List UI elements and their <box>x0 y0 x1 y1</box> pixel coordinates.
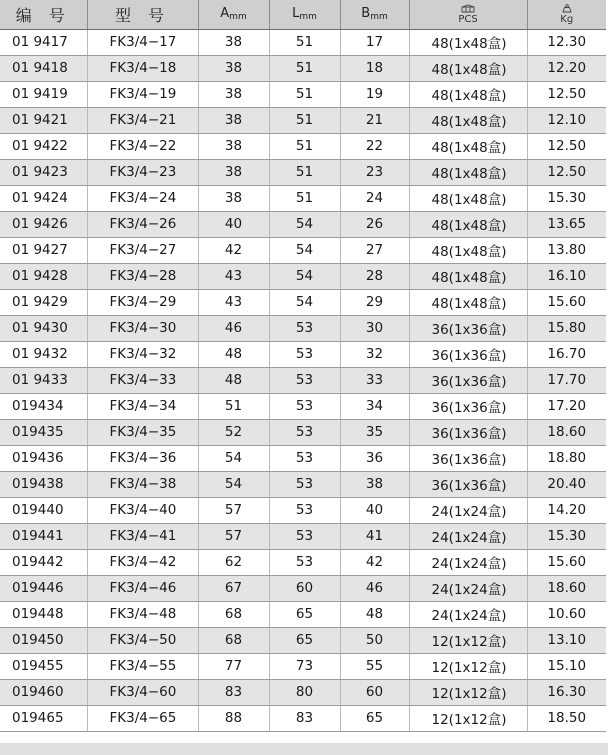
cell-code: 019438 <box>0 471 87 497</box>
cell-kg: 16.10 <box>527 263 606 289</box>
cell-l: 53 <box>269 393 340 419</box>
cell-pcs: 12(1x12盒) <box>409 679 527 705</box>
cell-model: FK3/4−60 <box>87 679 198 705</box>
cell-kg: 12.50 <box>527 133 606 159</box>
cell-code: 019436 <box>0 445 87 471</box>
cell-a: 62 <box>198 549 269 575</box>
footer-band <box>0 743 608 755</box>
cell-a: 83 <box>198 679 269 705</box>
cell-l: 51 <box>269 81 340 107</box>
cell-kg: 17.70 <box>527 367 606 393</box>
table-row <box>0 523 606 549</box>
cell-a: 38 <box>198 159 269 185</box>
cell-pcs: 24(1x24盒) <box>409 601 527 627</box>
cell-pcs: 48(1x48盒) <box>409 237 527 263</box>
cell-pcs: 36(1x36盒) <box>409 419 527 445</box>
cell-code: 01 9419 <box>0 81 87 107</box>
cell-l: 83 <box>269 705 340 731</box>
cell-l: 53 <box>269 523 340 549</box>
cell-l: 53 <box>269 315 340 341</box>
cell-pcs: 24(1x24盒) <box>409 549 527 575</box>
cell-code: 01 9429 <box>0 289 87 315</box>
cell-code: 019455 <box>0 653 87 679</box>
cell-a: 68 <box>198 601 269 627</box>
cell-b: 36 <box>340 445 409 471</box>
table-row <box>0 367 606 393</box>
cell-l: 54 <box>269 237 340 263</box>
cell-l: 53 <box>269 419 340 445</box>
cell-kg: 14.20 <box>527 497 606 523</box>
cell-code: 01 9418 <box>0 55 87 81</box>
cell-kg: 17.20 <box>527 393 606 419</box>
cell-b: 50 <box>340 627 409 653</box>
cell-kg: 20.40 <box>527 471 606 497</box>
cell-b: 60 <box>340 679 409 705</box>
cell-kg: 15.10 <box>527 653 606 679</box>
cell-pcs: 36(1x36盒) <box>409 315 527 341</box>
table-row <box>0 159 606 185</box>
header-kg <box>527 0 606 29</box>
cell-pcs: 12(1x12盒) <box>409 653 527 679</box>
table-row <box>0 679 606 705</box>
table-row <box>0 263 606 289</box>
table-row <box>0 237 606 263</box>
header-l-letter: L <box>292 6 300 22</box>
header-b-unit: mm <box>370 12 388 23</box>
cell-a: 38 <box>198 133 269 159</box>
cell-model: FK3/4−30 <box>87 315 198 341</box>
cell-model: FK3/4−36 <box>87 445 198 471</box>
cell-a: 40 <box>198 211 269 237</box>
cell-pcs: 36(1x36盒) <box>409 471 527 497</box>
cell-kg: 12.20 <box>527 55 606 81</box>
cell-b: 24 <box>340 185 409 211</box>
cell-l: 53 <box>269 367 340 393</box>
cell-code: 019442 <box>0 549 87 575</box>
cell-model: FK3/4−23 <box>87 159 198 185</box>
cell-pcs: 36(1x36盒) <box>409 341 527 367</box>
cell-model: FK3/4−34 <box>87 393 198 419</box>
cell-model: FK3/4−27 <box>87 237 198 263</box>
header-pcs-label: PCS <box>458 13 478 25</box>
cell-b: 34 <box>340 393 409 419</box>
cell-pcs: 48(1x48盒) <box>409 159 527 185</box>
cell-model: FK3/4−50 <box>87 627 198 653</box>
cell-kg: 18.60 <box>527 419 606 445</box>
cell-model: FK3/4−17 <box>87 29 198 55</box>
cell-model: FK3/4−38 <box>87 471 198 497</box>
cell-b: 27 <box>340 237 409 263</box>
cell-kg: 13.65 <box>527 211 606 237</box>
cell-model: FK3/4−46 <box>87 575 198 601</box>
table-row <box>0 575 606 601</box>
cell-b: 42 <box>340 549 409 575</box>
cell-kg: 13.10 <box>527 627 606 653</box>
cell-code: 01 9432 <box>0 341 87 367</box>
cell-pcs: 12(1x12盒) <box>409 705 527 731</box>
cell-l: 51 <box>269 133 340 159</box>
cell-kg: 12.50 <box>527 81 606 107</box>
cell-kg: 15.80 <box>527 315 606 341</box>
cell-pcs: 48(1x48盒) <box>409 55 527 81</box>
cell-a: 54 <box>198 445 269 471</box>
cell-a: 38 <box>198 81 269 107</box>
cell-kg: 18.50 <box>527 705 606 731</box>
table-row <box>0 107 606 133</box>
cell-kg: 15.60 <box>527 289 606 315</box>
cell-l: 60 <box>269 575 340 601</box>
cell-b: 38 <box>340 471 409 497</box>
cell-a: 46 <box>198 315 269 341</box>
header-kg-label: Kg <box>560 13 574 25</box>
cell-code: 01 9427 <box>0 237 87 263</box>
cell-kg: 18.60 <box>527 575 606 601</box>
cell-a: 38 <box>198 55 269 81</box>
cell-code: 019441 <box>0 523 87 549</box>
cell-pcs: 24(1x24盒) <box>409 575 527 601</box>
cell-b: 21 <box>340 107 409 133</box>
cell-model: FK3/4−42 <box>87 549 198 575</box>
cell-code: 01 9421 <box>0 107 87 133</box>
table-row <box>0 55 606 81</box>
cell-code: 019465 <box>0 705 87 731</box>
cell-kg: 18.80 <box>527 445 606 471</box>
cell-b: 22 <box>340 133 409 159</box>
cell-b: 23 <box>340 159 409 185</box>
cell-model: FK3/4−32 <box>87 341 198 367</box>
table-row <box>0 549 606 575</box>
cell-pcs: 36(1x36盒) <box>409 393 527 419</box>
cell-l: 51 <box>269 29 340 55</box>
cell-b: 17 <box>340 29 409 55</box>
box-pack-icon <box>461 4 475 13</box>
cell-model: FK3/4−41 <box>87 523 198 549</box>
header-a <box>198 0 269 29</box>
cell-b: 55 <box>340 653 409 679</box>
header-l-unit: mm <box>299 12 317 23</box>
cell-code: 01 9426 <box>0 211 87 237</box>
cell-pcs: 36(1x36盒) <box>409 445 527 471</box>
cell-b: 28 <box>340 263 409 289</box>
cell-pcs: 12(1x12盒) <box>409 627 527 653</box>
cell-b: 33 <box>340 367 409 393</box>
table-row <box>0 315 606 341</box>
cell-l: 54 <box>269 289 340 315</box>
cell-model: FK3/4−24 <box>87 185 198 211</box>
cell-l: 51 <box>269 185 340 211</box>
cell-model: FK3/4−40 <box>87 497 198 523</box>
table-row <box>0 393 606 419</box>
cell-l: 51 <box>269 107 340 133</box>
table-row <box>0 653 606 679</box>
cell-a: 67 <box>198 575 269 601</box>
table-row <box>0 341 606 367</box>
table-row <box>0 497 606 523</box>
cell-a: 52 <box>198 419 269 445</box>
cell-a: 38 <box>198 107 269 133</box>
cell-kg: 16.70 <box>527 341 606 367</box>
cell-l: 53 <box>269 497 340 523</box>
cell-l: 73 <box>269 653 340 679</box>
table-row <box>0 627 606 653</box>
cell-a: 42 <box>198 237 269 263</box>
cell-code: 019434 <box>0 393 87 419</box>
header-b <box>340 0 409 29</box>
table-row <box>0 419 606 445</box>
cell-code: 01 9433 <box>0 367 87 393</box>
cell-kg: 12.50 <box>527 159 606 185</box>
cell-l: 80 <box>269 679 340 705</box>
table-row <box>0 289 606 315</box>
cell-model: FK3/4−18 <box>87 55 198 81</box>
table-row <box>0 471 606 497</box>
header-a-unit: mm <box>229 12 247 23</box>
cell-pcs: 48(1x48盒) <box>409 29 527 55</box>
cell-pcs: 48(1x48盒) <box>409 289 527 315</box>
cell-code: 01 9417 <box>0 29 87 55</box>
cell-kg: 12.30 <box>527 29 606 55</box>
cell-a: 57 <box>198 523 269 549</box>
cell-code: 019448 <box>0 601 87 627</box>
cell-b: 40 <box>340 497 409 523</box>
cell-code: 01 9424 <box>0 185 87 211</box>
cell-b: 29 <box>340 289 409 315</box>
cell-model: FK3/4−33 <box>87 367 198 393</box>
cell-b: 41 <box>340 523 409 549</box>
cell-code: 01 9428 <box>0 263 87 289</box>
cell-kg: 16.30 <box>527 679 606 705</box>
cell-code: 01 9422 <box>0 133 87 159</box>
cell-pcs: 36(1x36盒) <box>409 367 527 393</box>
cell-model: FK3/4−22 <box>87 133 198 159</box>
cell-pcs: 24(1x24盒) <box>409 497 527 523</box>
cell-kg: 15.60 <box>527 549 606 575</box>
header-a-letter: A <box>220 6 230 22</box>
cell-a: 43 <box>198 263 269 289</box>
cell-b: 48 <box>340 601 409 627</box>
cell-code: 019446 <box>0 575 87 601</box>
header-model: 型 号 <box>87 0 198 29</box>
cell-b: 30 <box>340 315 409 341</box>
table-row <box>0 29 606 55</box>
cell-l: 53 <box>269 549 340 575</box>
cell-a: 77 <box>198 653 269 679</box>
header-l <box>269 0 340 29</box>
cell-pcs: 48(1x48盒) <box>409 185 527 211</box>
cell-a: 38 <box>198 29 269 55</box>
cell-kg: 10.60 <box>527 601 606 627</box>
cell-kg: 13.80 <box>527 237 606 263</box>
cell-l: 51 <box>269 159 340 185</box>
table-row <box>0 445 606 471</box>
cell-code: 01 9423 <box>0 159 87 185</box>
cell-model: FK3/4−28 <box>87 263 198 289</box>
cell-model: FK3/4−29 <box>87 289 198 315</box>
table-row <box>0 601 606 627</box>
cell-l: 51 <box>269 55 340 81</box>
cell-model: FK3/4−55 <box>87 653 198 679</box>
cell-a: 48 <box>198 341 269 367</box>
cell-a: 68 <box>198 627 269 653</box>
cell-a: 51 <box>198 393 269 419</box>
cell-model: FK3/4−48 <box>87 601 198 627</box>
cell-b: 35 <box>340 419 409 445</box>
table-row <box>0 133 606 159</box>
header-row <box>0 0 606 29</box>
header-code: 编 号 <box>0 0 87 29</box>
cell-code: 019440 <box>0 497 87 523</box>
cell-b: 32 <box>340 341 409 367</box>
cell-kg: 15.30 <box>527 185 606 211</box>
cell-model: FK3/4−19 <box>87 81 198 107</box>
table-row <box>0 185 606 211</box>
cell-code: 019450 <box>0 627 87 653</box>
cell-model: FK3/4−26 <box>87 211 198 237</box>
cell-b: 46 <box>340 575 409 601</box>
cell-l: 53 <box>269 341 340 367</box>
cell-l: 65 <box>269 601 340 627</box>
cell-b: 18 <box>340 55 409 81</box>
cell-b: 26 <box>340 211 409 237</box>
cell-l: 53 <box>269 445 340 471</box>
cell-a: 43 <box>198 289 269 315</box>
cell-pcs: 48(1x48盒) <box>409 211 527 237</box>
cell-a: 54 <box>198 471 269 497</box>
cell-model: FK3/4−35 <box>87 419 198 445</box>
header-pcs <box>409 0 527 29</box>
cell-a: 38 <box>198 185 269 211</box>
cell-pcs: 48(1x48盒) <box>409 133 527 159</box>
header-b-letter: B <box>361 6 371 22</box>
cell-model: FK3/4−65 <box>87 705 198 731</box>
cell-a: 88 <box>198 705 269 731</box>
cell-b: 65 <box>340 705 409 731</box>
cell-code: 019435 <box>0 419 87 445</box>
cell-code: 019460 <box>0 679 87 705</box>
cell-b: 19 <box>340 81 409 107</box>
cell-pcs: 48(1x48盒) <box>409 107 527 133</box>
table-body <box>0 29 606 731</box>
table-row <box>0 81 606 107</box>
cell-kg: 12.10 <box>527 107 606 133</box>
cell-pcs: 48(1x48盒) <box>409 263 527 289</box>
cell-l: 54 <box>269 263 340 289</box>
cell-l: 53 <box>269 471 340 497</box>
table-row <box>0 705 606 731</box>
cell-l: 65 <box>269 627 340 653</box>
cell-model: FK3/4−21 <box>87 107 198 133</box>
cell-l: 54 <box>269 211 340 237</box>
table-header <box>0 0 606 29</box>
cell-pcs: 48(1x48盒) <box>409 81 527 107</box>
table-row <box>0 211 606 237</box>
weight-icon <box>560 4 574 13</box>
cell-code: 01 9430 <box>0 315 87 341</box>
cell-a: 57 <box>198 497 269 523</box>
cell-pcs: 24(1x24盒) <box>409 523 527 549</box>
cell-kg: 15.30 <box>527 523 606 549</box>
cell-a: 48 <box>198 367 269 393</box>
